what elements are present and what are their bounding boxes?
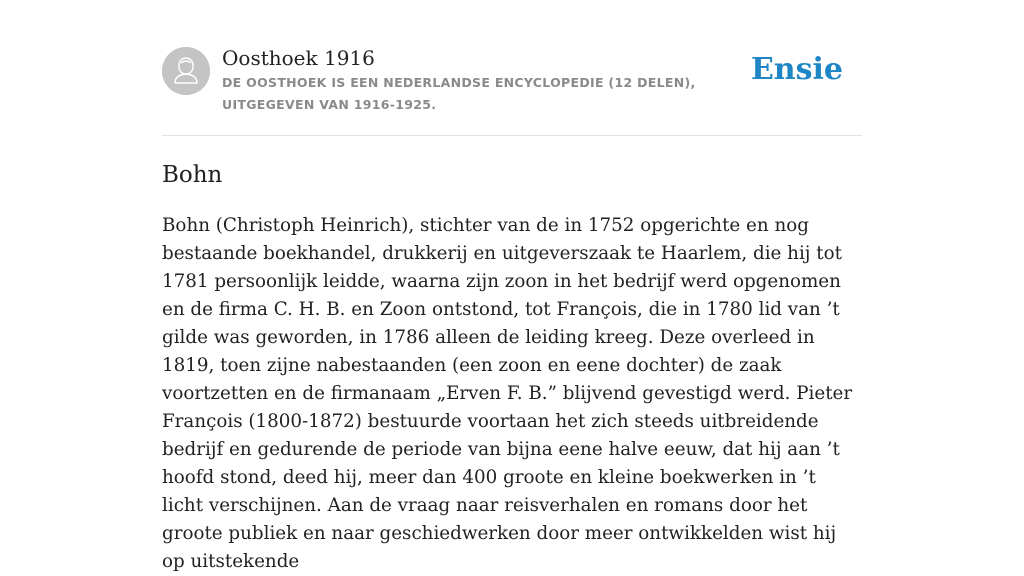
- user-icon: [162, 47, 210, 95]
- source-title[interactable]: Oosthoek 1916: [222, 46, 375, 70]
- source-description: DE OOSTHOEK IS EEN NEDERLANDSE ENCYCLOPEDIE (12 DELEN), UITGEGEVEN VAN 1916-1925.: [222, 75, 696, 112]
- brand-logo[interactable]: Ensie: [750, 52, 843, 87]
- entry-title: Bohn: [162, 162, 223, 188]
- source-header: [162, 46, 862, 116]
- header-divider: [162, 135, 862, 136]
- entry-body: Bohn (Christoph Heinrich), stichter van de in 1752 opgerichte en nog bestaande boekhandel, drukkerij en uitgeverszaak te Haarlem, die hij tot 1781 persoonlijk leidde, waarna zijn zoon in het bedrijf werd opgenomen en de firma C. H. B. en Zoon ontstond, tot François, die in 1780 lid van ’t gilde was geworden, in 1786 alleen de leiding kreeg. Deze overleed in 1819, toen zijne nabestaanden (een zoon en eene dochter) de zaak voortzetten en de firmanaam „Erven F. B.” blijvend gevestigd werd. Pieter François (1800-1872) bestuurde voortaan het zich steeds uitbreidende bedrijf en gedurende de periode van bijna eene halve eeuw, dat hij aan ’t hoofd stond, deed hij, meer dan 400 groote en kleine boekwerken in ’t licht verschijnen. Aan de vraag naar reisverhalen en romans door het groote publiek en naar geschiedwerken door meer ontwikkelden wist hij op uitstekende: [162, 215, 853, 572]
